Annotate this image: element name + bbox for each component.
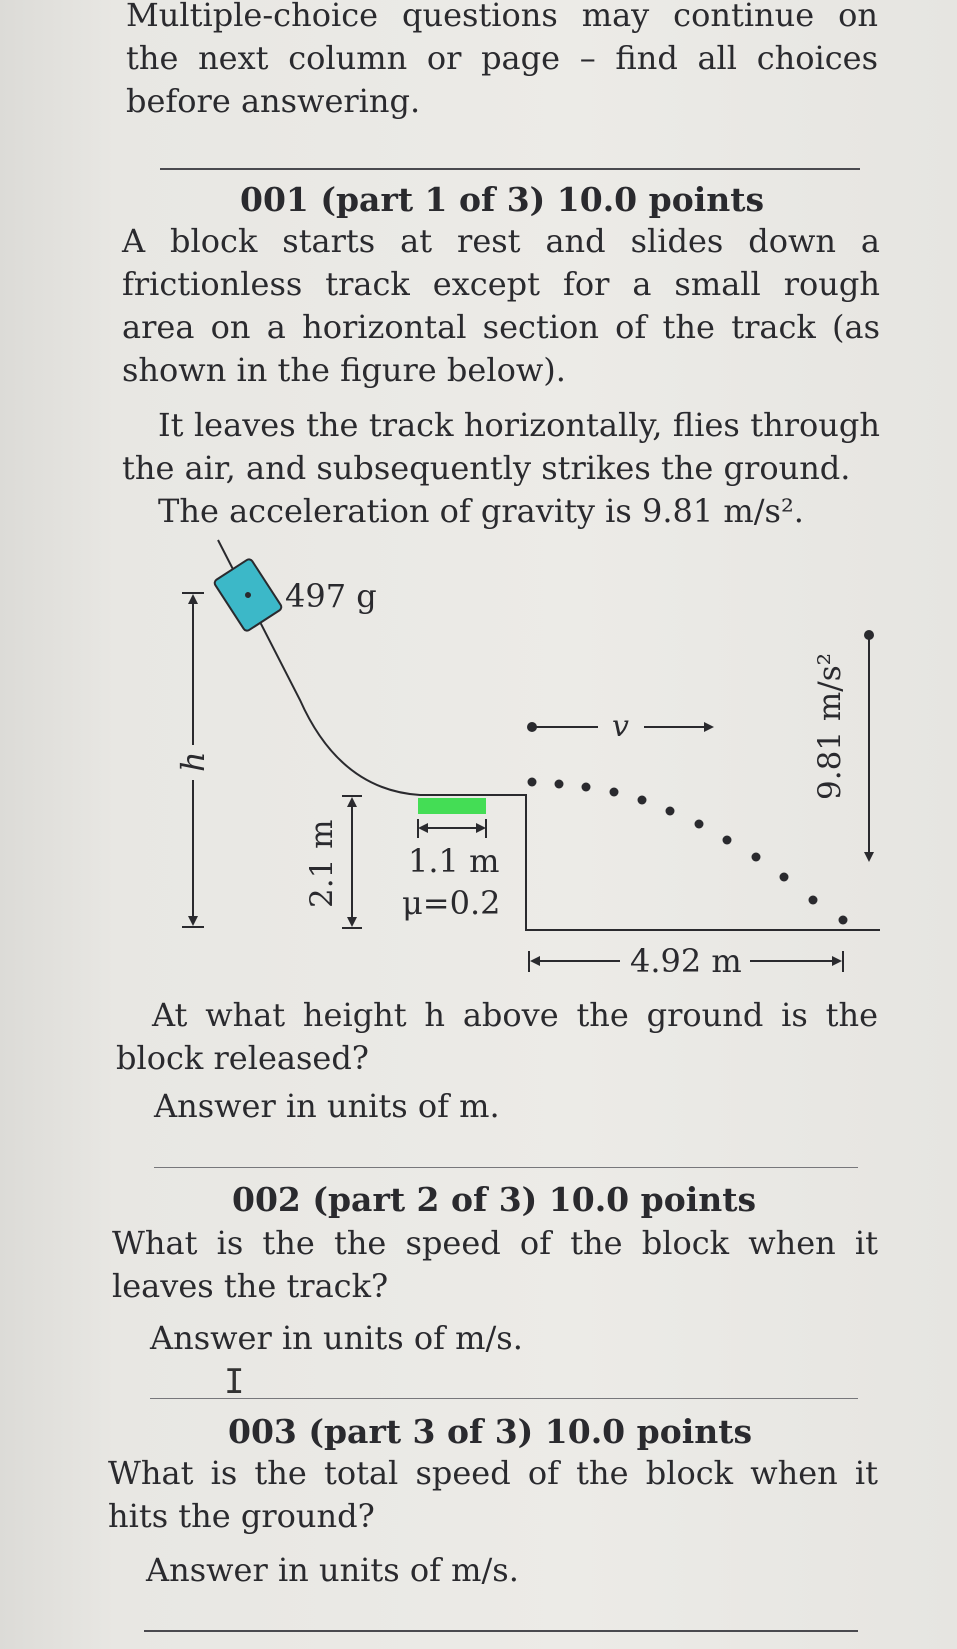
step-height-label: 2.1 m — [304, 819, 340, 908]
q2-question-text: What is the the speed of the block when it leaves the track? — [112, 1224, 878, 1305]
trajectory-dot — [809, 896, 818, 905]
v-label: v — [612, 709, 629, 744]
trajectory-dot — [638, 796, 647, 805]
trajectory-dot — [780, 873, 789, 882]
trajectory-dot — [723, 836, 732, 845]
q1-paragraph-3-text: The acceleration of gravity is 9.81 m/s². — [158, 492, 804, 530]
trajectory-dot — [839, 916, 848, 925]
q3-question-text: What is the total speed of the block when it hits the ground? — [108, 1454, 878, 1535]
distance-label: 4.92 m — [630, 942, 742, 980]
trajectory-dot — [752, 853, 761, 862]
mass-label: 497 g — [285, 577, 377, 615]
divider — [154, 1167, 858, 1168]
q2-question — [112, 1222, 878, 1308]
text-cursor-icon: I — [224, 1362, 245, 1402]
trajectory-dot — [528, 778, 537, 787]
q1-header: 001 (part 1 of 3) 10.0 points — [240, 180, 765, 219]
divider — [144, 1630, 858, 1632]
q1-paragraph-2-text: It leaves the track horizontally, flies through the air, and subsequently strikes the ground. — [122, 406, 880, 487]
trajectory-dot — [666, 807, 675, 816]
q1-paragraph-1-text: A block starts at rest and slides down a frictionless track except for a small rough area on a horizontal section of the track (as shown in the figure below). — [122, 222, 880, 389]
trajectory-dot — [610, 788, 619, 797]
q1-question-text: At what height h above the ground is the block released? — [116, 996, 878, 1077]
rough-length-label: 1.1 m — [408, 842, 500, 880]
g-label: 9.81 m/s² — [812, 652, 848, 800]
q1-question — [116, 994, 878, 1080]
trajectory — [528, 778, 848, 925]
trajectory-dot — [555, 780, 564, 789]
trajectory-dot — [695, 820, 704, 829]
q2-answer-units: Answer in units of m/s. — [150, 1319, 523, 1357]
divider — [150, 1398, 858, 1399]
q1-answer-units: Answer in units of m. — [154, 1087, 500, 1125]
h-label: h — [174, 751, 212, 772]
mu-label: μ=0.2 — [402, 884, 501, 922]
rough-area — [418, 798, 486, 814]
q3-answer-units: Answer in units of m/s. — [146, 1551, 519, 1589]
instructions-text: Multiple-choice questions may continue on the next column or page – find all choices before answering. — [126, 0, 878, 120]
q3-question — [108, 1452, 878, 1538]
block — [213, 558, 283, 632]
q2-header: 002 (part 2 of 3) 10.0 points — [232, 1180, 757, 1219]
q3-header: 003 (part 3 of 3) 10.0 points — [228, 1412, 753, 1451]
trajectory-dot — [582, 783, 591, 792]
